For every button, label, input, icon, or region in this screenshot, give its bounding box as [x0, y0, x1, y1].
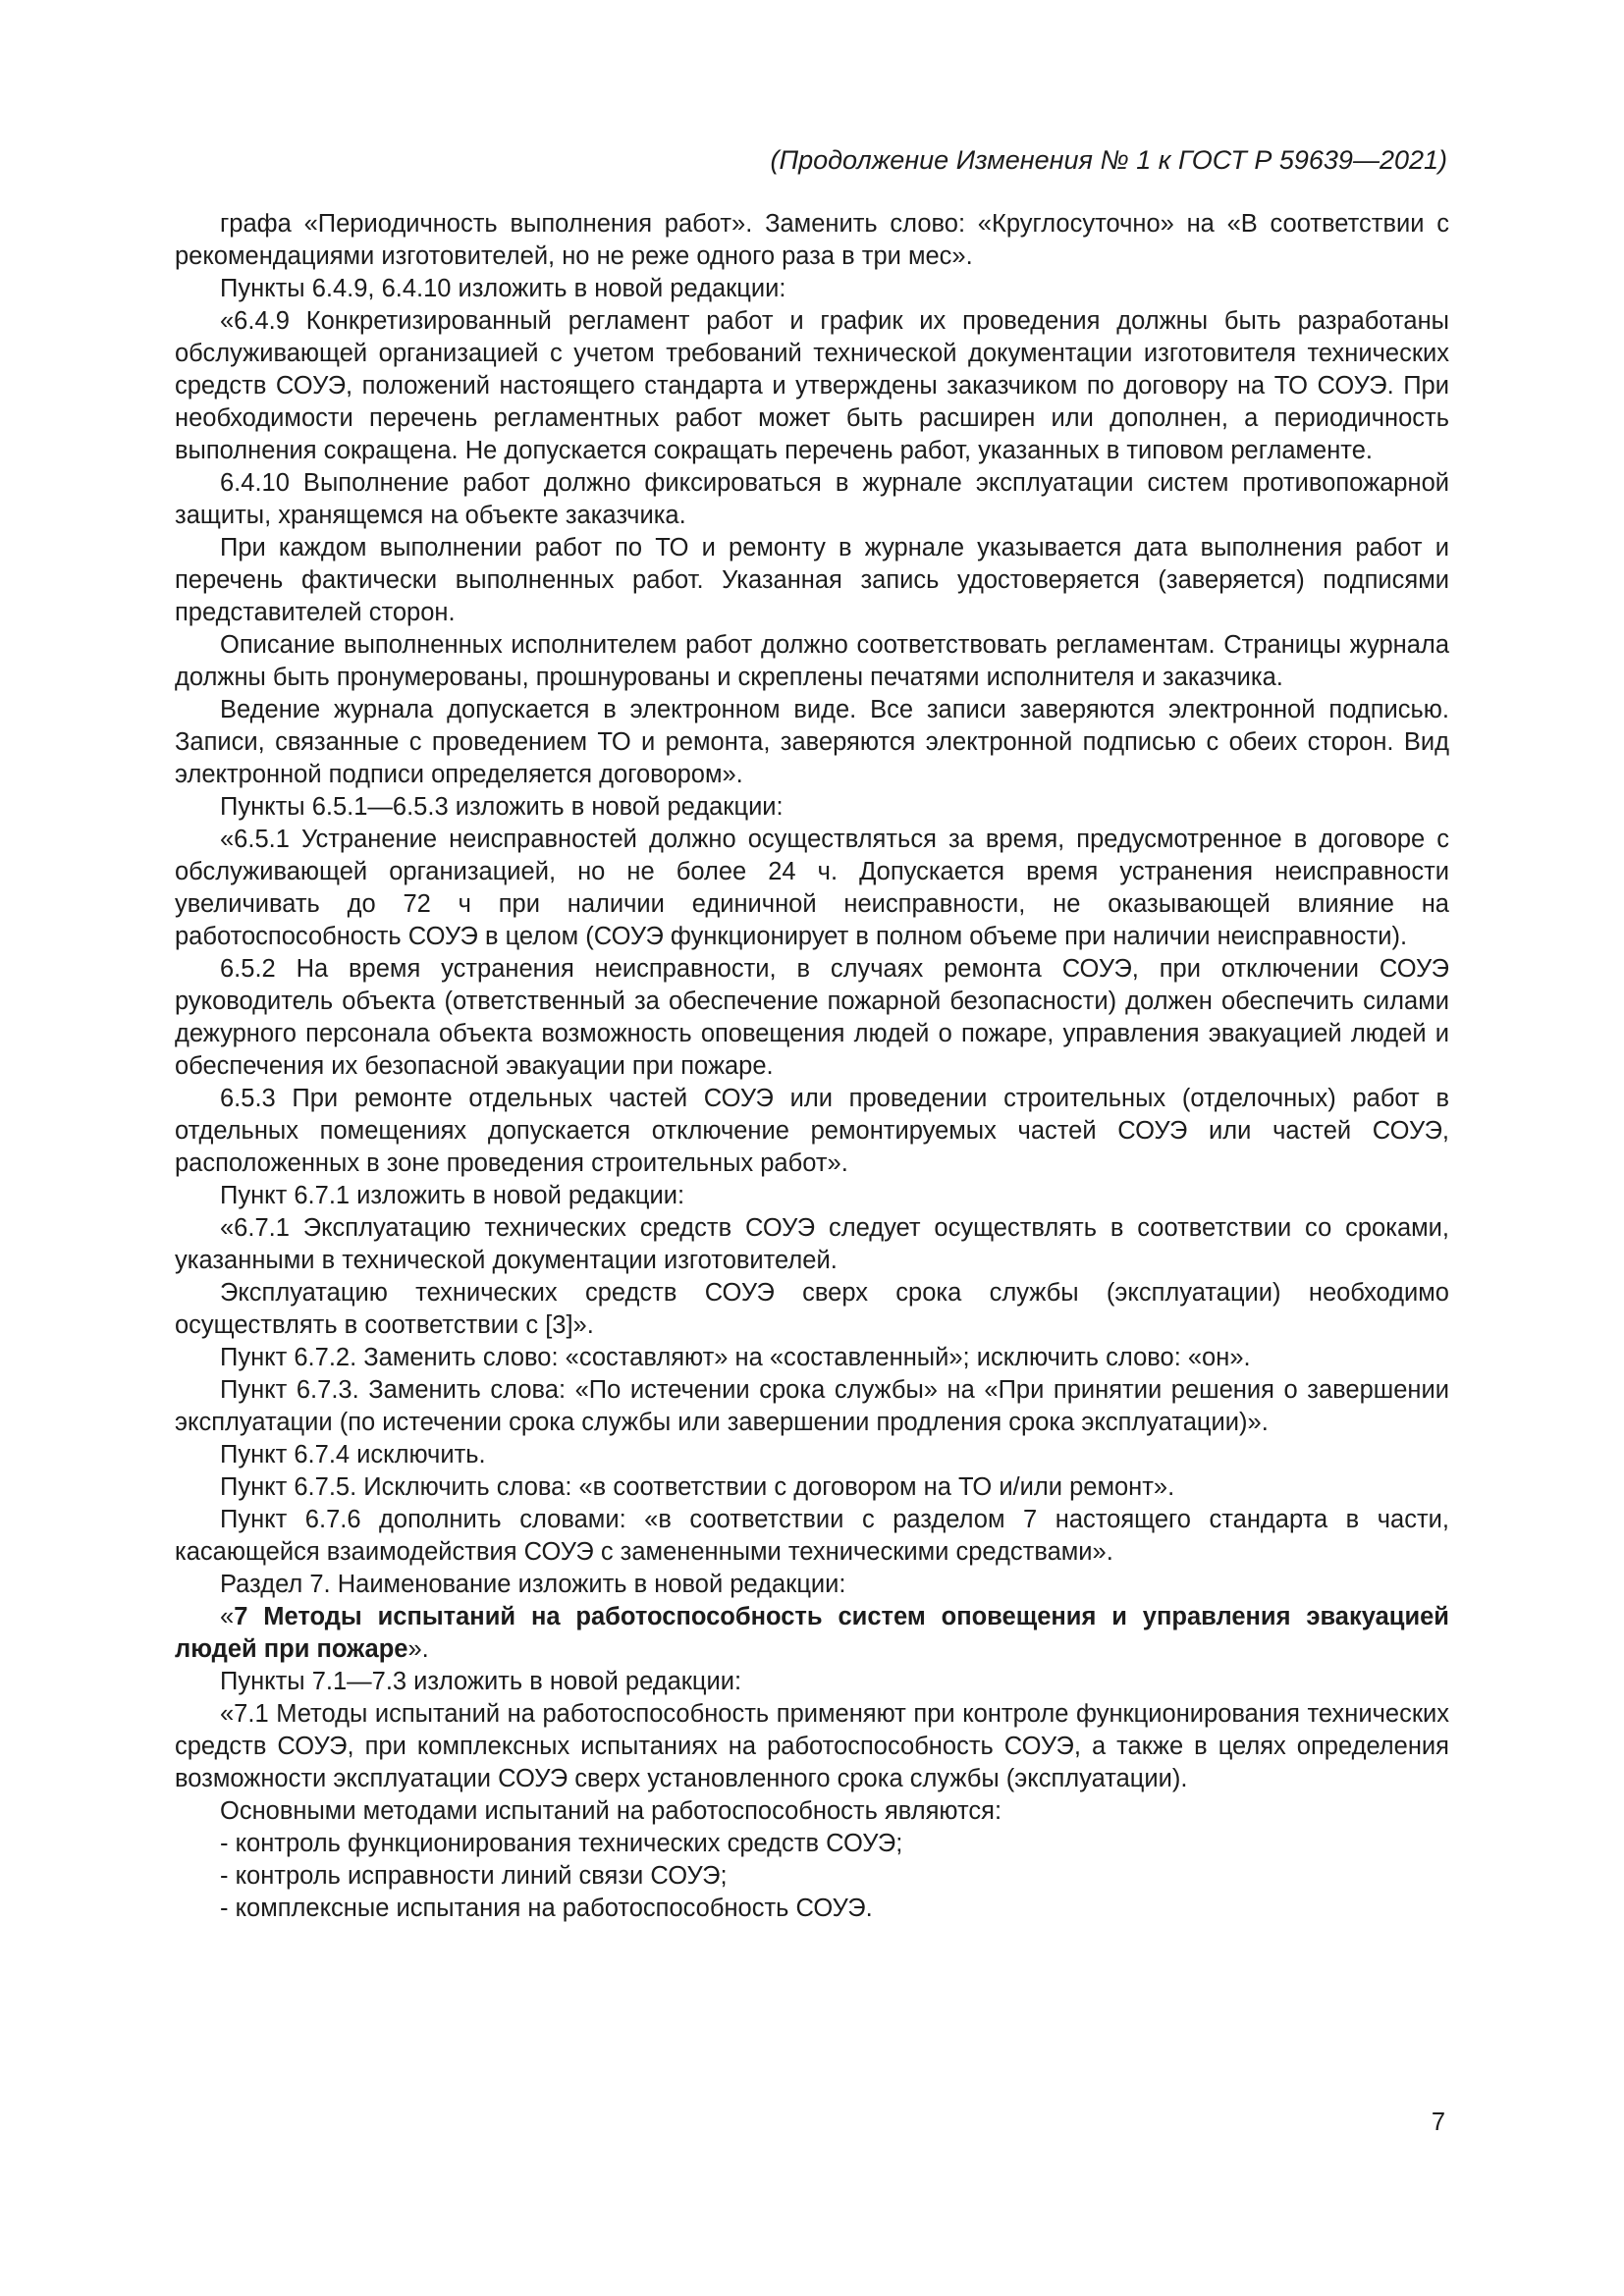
- paragraph: графа «Периодичность выполнения работ». Заменить слово: «Круглосуточно» на «В соответствии с рекомендациями изготовителей, но не реже одного раза в три мес».: [175, 210, 1449, 270]
- paragraph: «6.7.1 Эксплуатацию технических средств СОУЭ следует осуществлять в соответствии со сроками, указанными в технической документации изготовителей.: [175, 1214, 1449, 1274]
- paragraph: Пункт 6.7.3. Заменить слова: «По истечении срока службы» на «При принятии решения о завершении эксплуатации (по истечении срока службы или завершении продления срока эксплуатации)».: [175, 1376, 1449, 1436]
- paragraph: Пункт 6.7.1 изложить в новой редакции:: [220, 1182, 685, 1209]
- document-body: [175, 208, 1449, 1925]
- paragraph: При каждом выполнении работ по ТО и ремонту в журнале указывается дата выполнения работ и перечень фактически выполненных работ. Указанная запись удостоверяется (заверяется) подписями представителей сторон.: [175, 534, 1449, 626]
- list-item: - комплексные испытания на работоспособность СОУЭ.: [220, 1895, 873, 1922]
- section-heading: [175, 1601, 1449, 1666]
- paragraph: Раздел 7. Наименование изложить в новой редакции:: [220, 1571, 846, 1598]
- heading-close-quote: ».: [407, 1635, 429, 1663]
- paragraph: «7.1 Методы испытаний на работоспособность применяют при контроле функционирования технических средств СОУЭ, при комплексных испытаниях на работоспособность СОУЭ, а также в целях определения возможности эксплуатации СОУЭ сверх установленного срока службы (эксплуатации).: [175, 1700, 1449, 1792]
- paragraph: «6.4.9 Конкретизированный регламент работ и график их проведения должны быть разработаны обслуживающей организацией с учетом требований технической документации изготовителя технических средств СОУЭ, положений настоящего стандарта и утверждены заказчиком по договору на ТО СОУЭ. При необходимости перечень регламентных работ может быть расширен или дополнен, а периодичность выполнения сокращена. Не допускается сокращать перечень работ, указанных в типовом регламенте.: [175, 307, 1449, 464]
- paragraph: Пункты 6.5.1—6.5.3 изложить в новой редакции:: [220, 793, 784, 821]
- paragraph: Пункты 7.1—7.3 изложить в новой редакции:: [220, 1668, 742, 1695]
- paragraph: Ведение журнала допускается в электронном виде. Все записи заверяются электронной подписью. Записи, связанные с проведением ТО и ремонта, заверяются электронной подписью с обеих сторон. Вид электронной подписи определяется договором».: [175, 696, 1449, 788]
- paragraph: Пункт 6.7.6 дополнить словами: «в соответствии с разделом 7 настоящего стандарта в части, касающейся взаимодействия СОУЭ с замененными техническими средствами».: [175, 1506, 1449, 1566]
- paragraph: Пункты 6.4.9, 6.4.10 изложить в новой редакции:: [220, 275, 786, 302]
- list-item: - контроль функционирования технических средств СОУЭ;: [220, 1830, 903, 1857]
- list-item: - контроль исправности линий связи СОУЭ;: [220, 1862, 728, 1890]
- section-heading-title: 7 Методы испытаний на работоспособность систем оповещения и управления эвакуацией людей при пожаре: [175, 1603, 1449, 1663]
- paragraph: Пункт 6.7.2. Заменить слово: «составляют» на «составленный»; исключить слово: «он».: [220, 1344, 1251, 1371]
- paragraph: 6.5.3 При ремонте отдельных частей СОУЭ или проведении строительных (отделочных) работ в отдельных помещениях допускается отключение ремонтируемых частей СОУЭ или частей СОУЭ, расположенных в зоне проведения строительных работ».: [175, 1085, 1449, 1177]
- paragraph: 6.5.2 На время устранения неисправности, в случаях ремонта СОУЭ, при отключении СОУЭ руководитель объекта (ответственный за обеспечение пожарной безопасности) должен обеспечить силами дежурного персонала объекта возможность оповещения людей о пожаре, управления эвакуацией людей и обеспечения их безопасной эвакуации при пожаре.: [175, 955, 1449, 1080]
- paragraph: Пункт 6.7.4 исключить.: [220, 1441, 486, 1468]
- paragraph: 6.4.10 Выполнение работ должно фиксироваться в журнале эксплуатации систем противопожарной защиты, хранящемся на объекте заказчика.: [175, 469, 1449, 529]
- running-header: (Продолжение Изменения № 1 к ГОСТ Р 59639—2021): [770, 145, 1447, 175]
- heading-open-quote: «: [220, 1603, 235, 1630]
- paragraph: «6.5.1 Устранение неисправностей должно осуществляться за время, предусмотренное в договоре с обслуживающей организацией, но не более 24 ч. Допускается время устранения неисправности увеличивать до 72 ч при наличии единичной неисправности, не оказывающей влияние на работоспособность СОУЭ в целом (СОУЭ функционирует в полном объеме при наличии неисправности).: [175, 826, 1449, 950]
- paragraph: Описание выполненных исполнителем работ должно соответствовать регламентам. Страницы журнала должны быть пронумерованы, прошнурованы и скреплены печатями исполнителя и заказчика.: [175, 631, 1449, 691]
- paragraph: Эксплуатацию технических средств СОУЭ сверх срока службы (эксплуатации) необходимо осуществлять в соответствии с [3]».: [175, 1279, 1449, 1339]
- page-number: 7: [1431, 2109, 1445, 2136]
- paragraph: Основными методами испытаний на работоспособность являются:: [220, 1797, 1002, 1825]
- paragraph: Пункт 6.7.5. Исключить слова: «в соответствии с договором на ТО и/или ремонт».: [220, 1473, 1175, 1501]
